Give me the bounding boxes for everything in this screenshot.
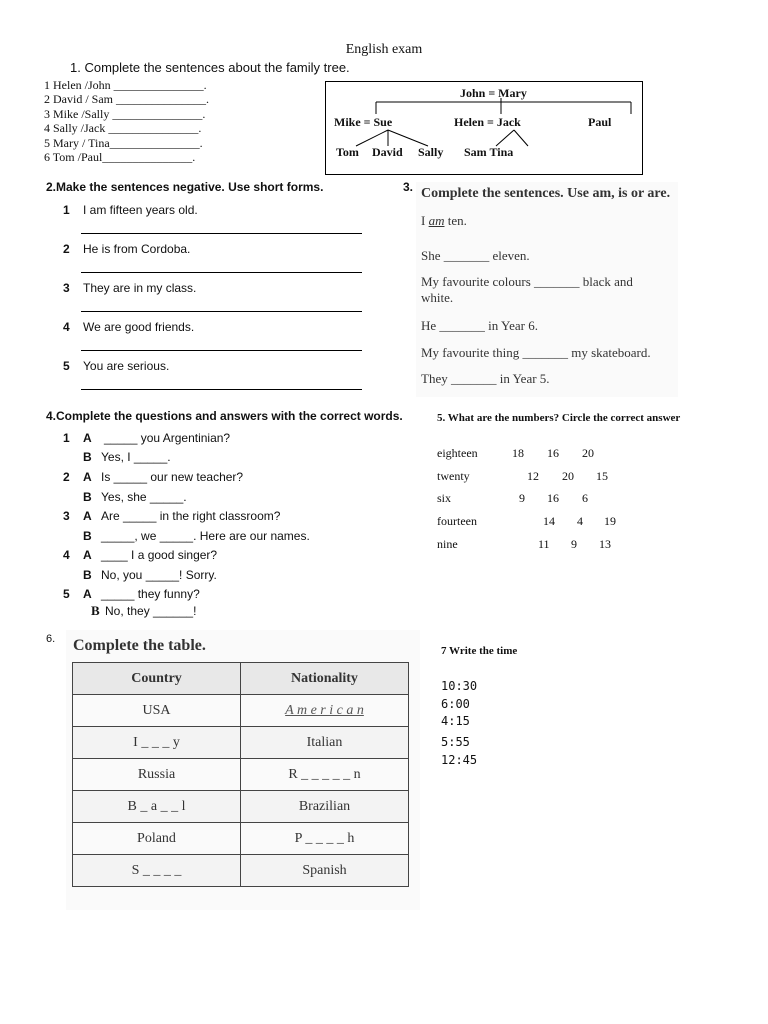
number-option[interactable]: 16 [547,491,559,505]
nationality-cell[interactable]: Italian [241,727,409,759]
table-row [73,791,409,823]
table-row [73,695,409,727]
item-number: 4 [63,320,70,334]
nationality-table [72,662,409,887]
nationality-cell[interactable]: Spanish [241,855,409,887]
column-header-nationality: Nationality [241,663,409,695]
item-number: 2 [63,470,70,484]
answer-line[interactable] [81,350,362,351]
speaker-a: A [83,470,92,484]
section1-line: 2 David / Sam _______________. [44,92,209,106]
answer-text: Yes, I _____. [101,450,171,464]
nationality-cell[interactable]: R _ _ _ _ _ n [241,759,409,791]
number-option[interactable]: 9 [519,491,525,505]
section3-number: 3. [403,180,414,194]
time-item: 5:55 [441,735,470,749]
nationality-cell[interactable]: P _ _ _ _ h [241,823,409,855]
table-row [73,759,409,791]
country-cell[interactable]: S _ _ _ _ [73,855,241,887]
section6-number: 6. [46,633,56,645]
tree-node-sam-tina: Sam Tina [464,145,514,159]
country-cell[interactable]: B _ a _ _ l [73,791,241,823]
section3-line: My favourite thing _______ my skateboard. [421,345,651,360]
number-option[interactable]: 11 [538,537,550,551]
section3-line: white. [421,290,454,305]
section4-heading: 4.Complete the questions and answers with the correct words. [46,409,403,423]
number-option[interactable]: 20 [582,446,594,460]
tree-node-paul: Paul [588,115,612,129]
section5-heading: 5. What are the numbers? Circle the correct answer [437,412,681,424]
speaker-a: A [83,431,92,445]
tree-node-sally: Sally [418,145,444,159]
negative-sentence: He is from Cordoba. [83,242,191,256]
number-option[interactable]: 4 [577,514,583,528]
speaker-a: A [83,587,92,601]
number-word: twenty [437,469,470,483]
number-option[interactable]: 14 [543,514,555,528]
question-text: ____ I a good singer? [101,548,218,562]
section1-line: 5 Mary / Tina_______________. [44,136,203,150]
nationality-cell[interactable]: A m e r i c a n [241,695,409,727]
section6-heading: Complete the table. [73,637,206,654]
time-item: 10:30 [441,679,478,693]
speaker-b: B [83,450,92,464]
speaker-b: B [91,603,100,618]
family-tree [325,81,643,175]
speaker-a: A [83,509,92,523]
section3-line: My favourite colours _______ black and [421,274,633,289]
number-word: six [437,491,452,505]
number-word: fourteen [437,514,477,528]
item-number: 4 [63,548,70,562]
question-text: Are _____ in the right classroom? [101,509,281,523]
example-prefix: I [421,213,426,228]
tree-node-david: David [372,145,403,159]
example-answer: am [428,213,445,228]
item-number: 2 [63,242,70,256]
question-text: _____ they funny? [101,587,200,601]
number-word: eighteen [437,446,478,460]
item-number: 3 [63,509,70,523]
table-header-row [73,663,409,695]
time-item: 4:15 [441,714,470,728]
question-text: _____ you Argentinian? [104,431,231,445]
answer-line[interactable] [81,311,362,312]
answer-text: No, you _____! Sorry. [101,568,217,582]
section3-line: He _______ in Year 6. [421,318,538,333]
answer-text: No, they ______! [105,604,197,618]
answer-text: Yes, she _____. [101,490,187,504]
time-item: 6:00 [441,697,470,711]
table-row [73,823,409,855]
answer-line[interactable] [81,233,362,234]
nationality-cell[interactable]: Brazilian [241,791,409,823]
section1-line: 4 Sally /Jack _______________. [44,121,202,135]
country-cell[interactable]: Russia [73,759,241,791]
question-text: Is _____ our new teacher? [101,470,244,484]
number-option[interactable]: 18 [512,446,524,460]
tree-node-helen-jack: Helen = Jack [454,115,521,129]
country-cell[interactable]: I _ _ _ y [73,727,241,759]
negative-sentence: You are serious. [83,359,170,373]
item-number: 5 [63,587,70,601]
answer-text: _____, we _____. Here are our names. [101,529,310,543]
section3-line: She _______ eleven. [421,248,530,263]
answer-line[interactable] [81,272,362,273]
tree-node-mike-sue: Mike = Sue [334,115,393,129]
number-option[interactable]: 15 [596,469,608,483]
negative-sentence: We are good friends. [83,320,195,334]
speaker-a: A [83,548,92,562]
column-header-country: Country [73,663,241,695]
item-number: 1 [63,203,70,217]
speaker-b: B [83,529,92,543]
number-option[interactable]: 16 [547,446,559,460]
section1-heading: 1. Complete the sentences about the family tree. [70,60,350,75]
negative-sentence: I am fifteen years old. [83,203,198,217]
item-number: 5 [63,359,70,373]
section1-line: 1 Helen /John _______________. [44,78,207,92]
number-option[interactable]: 6 [582,491,588,505]
answer-line[interactable] [81,389,362,390]
section3-example [421,213,467,229]
tree-node-john-mary: John = Mary [460,86,527,100]
country-cell[interactable]: Poland [73,823,241,855]
speaker-b: B [83,568,92,582]
example-suffix: ten. [447,213,467,228]
item-number: 3 [63,281,70,295]
time-item: 12:45 [441,753,478,767]
number-option[interactable]: 20 [562,469,574,483]
exam-title: English exam [345,42,423,57]
country-cell[interactable]: USA [73,695,241,727]
number-option[interactable]: 19 [604,514,616,528]
section7-heading: 7 Write the time [441,645,518,657]
section3-line: They _______ in Year 5. [421,371,550,386]
table-row [73,727,409,759]
negative-sentence: They are in my class. [83,281,197,295]
table-row [73,855,409,887]
speaker-b: B [83,490,92,504]
number-option[interactable]: 12 [527,469,539,483]
number-option[interactable]: 13 [599,537,611,551]
number-word: nine [437,537,458,551]
number-option[interactable]: 9 [571,537,577,551]
section1-line: 6 Tom /Paul_______________. [44,150,196,164]
tree-node-tom: Tom [336,145,359,159]
item-number: 1 [63,431,70,445]
section2-heading: 2.Make the sentences negative. Use short forms. [46,180,324,194]
section1-line: 3 Mike /Sally _______________. [44,107,206,121]
section3-heading: Complete the sentences. Use am, is or are. [421,186,671,201]
